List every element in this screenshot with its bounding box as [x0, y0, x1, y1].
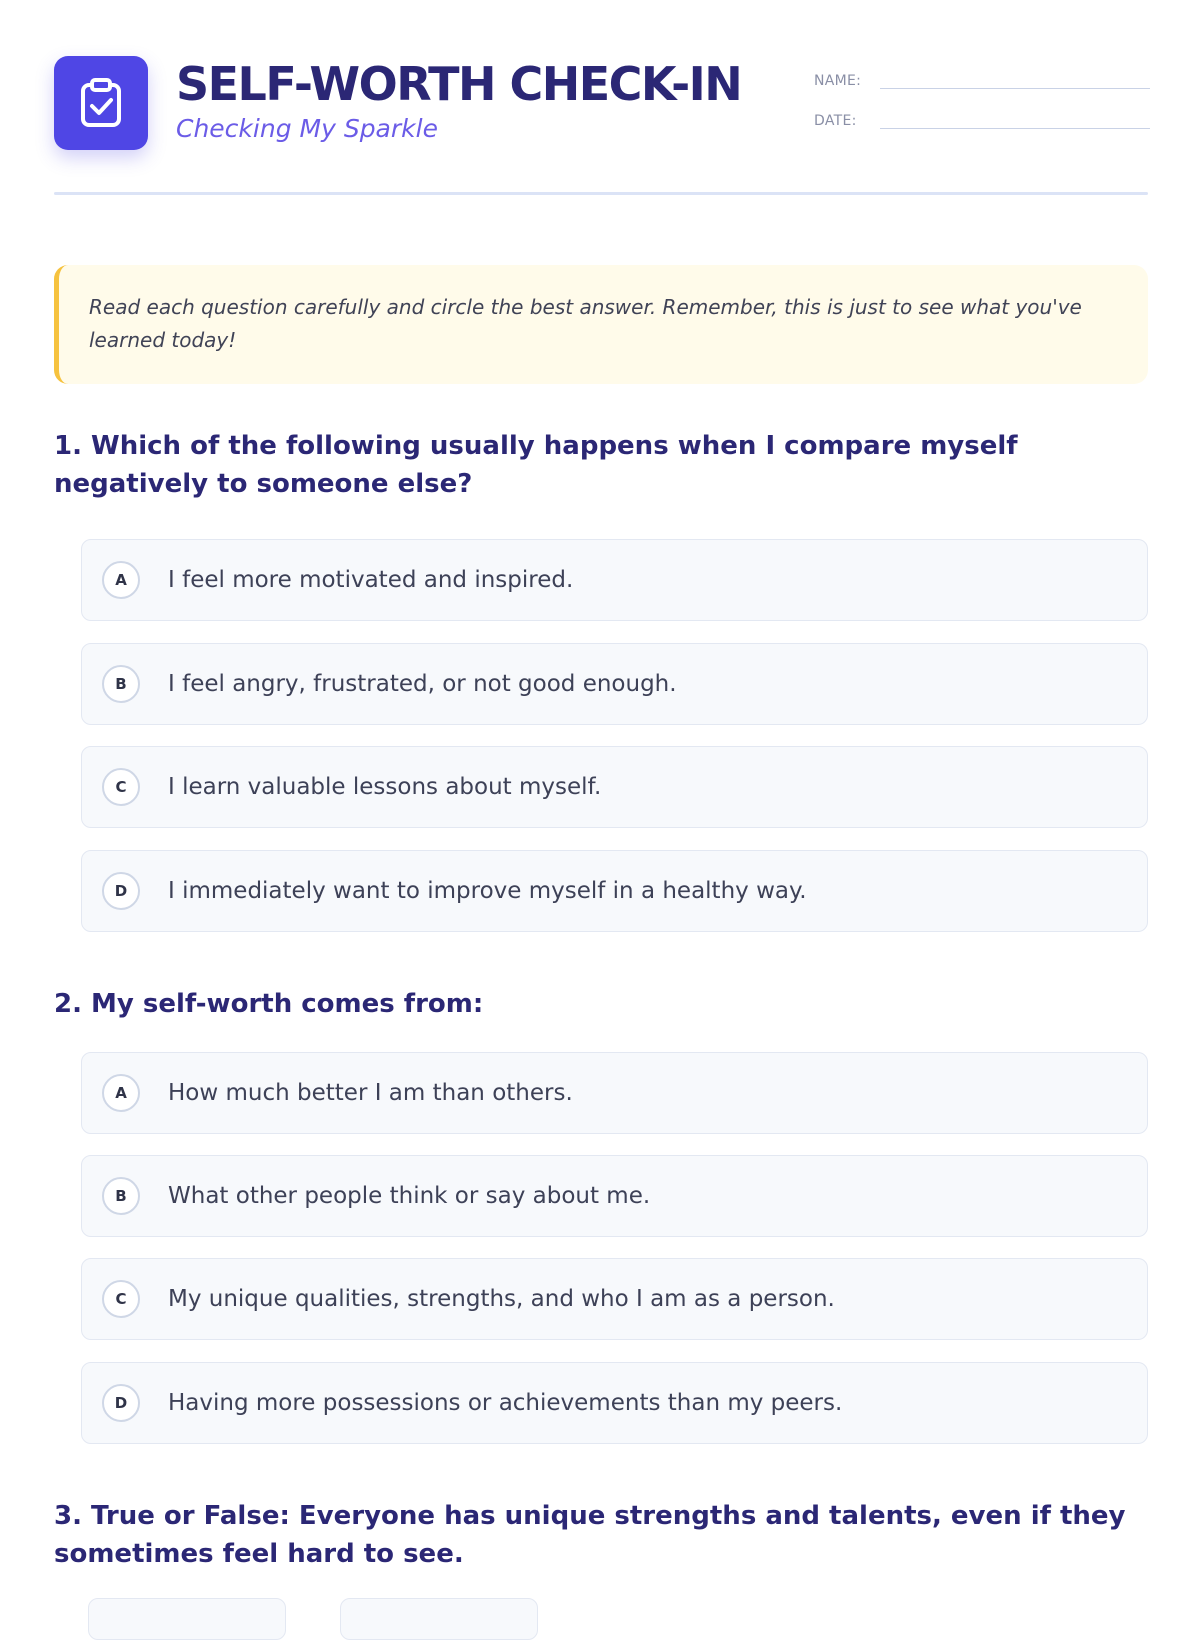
date-input-line[interactable]	[880, 112, 1150, 129]
option-text: I learn valuable lessons about myself.	[168, 774, 602, 800]
option-letter-badge: A	[102, 1074, 140, 1112]
option-letter-badge: C	[102, 768, 140, 806]
q2-option-d[interactable]	[81, 1362, 1148, 1444]
q3-true-option[interactable]	[88, 1598, 286, 1640]
q1-option-c[interactable]	[81, 746, 1148, 828]
question-2: 2. My self-worth comes from:	[54, 989, 484, 1019]
option-text: What other people think or say about me.	[168, 1183, 651, 1209]
q1-option-b[interactable]	[81, 643, 1148, 725]
worksheet-header	[54, 56, 1148, 196]
q2-option-b[interactable]	[81, 1155, 1148, 1237]
date-label: DATE:	[814, 113, 857, 129]
option-letter-badge: B	[102, 1177, 140, 1215]
question-1: 1. Which of the following usually happens when I compare myself negatively to someone else?	[54, 431, 1018, 499]
date-field	[814, 112, 1150, 129]
q2-option-a[interactable]	[81, 1052, 1148, 1134]
page-subtitle: Checking My Sparkle	[176, 114, 438, 143]
q1-option-a[interactable]	[81, 539, 1148, 621]
q1-option-d[interactable]	[81, 850, 1148, 932]
option-text: My unique qualities, strengths, and who I am as a person.	[168, 1286, 835, 1312]
option-text: I immediately want to improve myself in a healthy way.	[168, 878, 807, 904]
option-text: How much better I am than others.	[168, 1080, 573, 1106]
option-letter-badge: C	[102, 1280, 140, 1318]
option-letter-badge: D	[102, 1384, 140, 1422]
name-input-line[interactable]	[880, 72, 1150, 89]
option-letter-badge: D	[102, 872, 140, 910]
option-text: I feel more motivated and inspired.	[168, 567, 574, 593]
name-field	[814, 72, 1150, 89]
question-3: 3. True or False: Everyone has unique strengths and talents, even if they sometimes feel hard to see.	[54, 1501, 1126, 1569]
option-text: I feel angry, frustrated, or not good enough.	[168, 671, 677, 697]
name-label: NAME:	[814, 73, 862, 89]
header-divider	[54, 192, 1148, 195]
page-title: SELF-WORTH CHECK-IN	[176, 57, 742, 111]
instructions-note: Read each question carefully and circle the best answer. Remember, this is just to see what you've learned today!	[54, 265, 1148, 384]
option-text: Having more possessions or achievements than my peers.	[168, 1390, 843, 1416]
q3-false-option[interactable]	[340, 1598, 538, 1640]
option-letter-badge: B	[102, 665, 140, 703]
q2-option-c[interactable]	[81, 1258, 1148, 1340]
clipboard-check-icon	[54, 56, 148, 150]
option-letter-badge: A	[102, 561, 140, 599]
